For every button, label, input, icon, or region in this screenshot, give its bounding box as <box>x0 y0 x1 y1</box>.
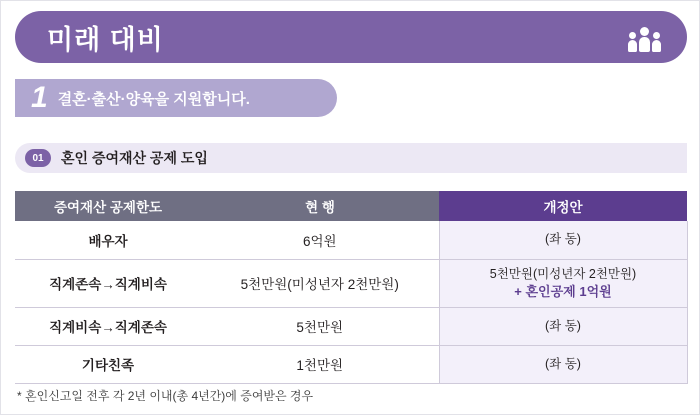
revised-primary-text: 5천만원(미성년자 2천만원) <box>489 266 637 281</box>
table-row <box>15 259 687 307</box>
row-current-value: 1천만원 <box>201 345 439 383</box>
row-revised-value <box>439 345 687 383</box>
row-label: 기타친족 <box>15 345 201 383</box>
row-label: 배우자 <box>15 221 201 259</box>
revised-primary-text: (좌 동) <box>545 356 581 371</box>
row-current-value: 5천만원(미성년자 2천만원) <box>201 259 439 307</box>
person-right-icon <box>652 32 661 52</box>
row-label: 직계존속→직계비속 <box>15 259 201 307</box>
table-row <box>15 307 687 345</box>
row-revised-value <box>439 259 687 307</box>
footnote-text: * 혼인신고일 전후 각 2년 이내(총 4년간)에 증여받은 경우 <box>17 389 314 403</box>
comparison-table <box>15 191 688 384</box>
section-title: 결혼·출산·양육을 지원합니다. <box>57 90 250 108</box>
page-title: 미래 대비 <box>47 24 164 55</box>
table-row <box>15 345 687 383</box>
person-center-icon <box>639 27 650 52</box>
row-current-value: 5천만원 <box>201 307 439 345</box>
subsection-banner <box>15 143 687 173</box>
page-header <box>15 11 687 63</box>
row-label: 직계비속→직계존속 <box>15 307 201 345</box>
column-header-limit: 증여재산 공제한도 <box>15 191 201 221</box>
column-header-current: 현 행 <box>201 191 439 221</box>
row-current-value: 6억원 <box>201 221 439 259</box>
column-header-revised: 개정안 <box>439 191 687 221</box>
revised-highlight-text: + 혼인공제 1억원 <box>514 283 612 299</box>
people-icon <box>628 22 661 52</box>
row-revised-value <box>439 307 687 345</box>
table-header-row <box>15 191 687 221</box>
table-row <box>15 221 687 259</box>
subsection-badge: 01 <box>25 149 51 167</box>
section-banner <box>15 79 337 117</box>
subsection-title: 혼인 증여재산 공제 도입 <box>61 150 208 166</box>
revised-primary-text: (좌 동) <box>545 318 581 333</box>
section-number: 1 <box>31 81 48 114</box>
person-left-icon <box>628 32 637 52</box>
revised-primary-text: (좌 동) <box>545 232 581 247</box>
row-revised-value <box>439 221 687 259</box>
